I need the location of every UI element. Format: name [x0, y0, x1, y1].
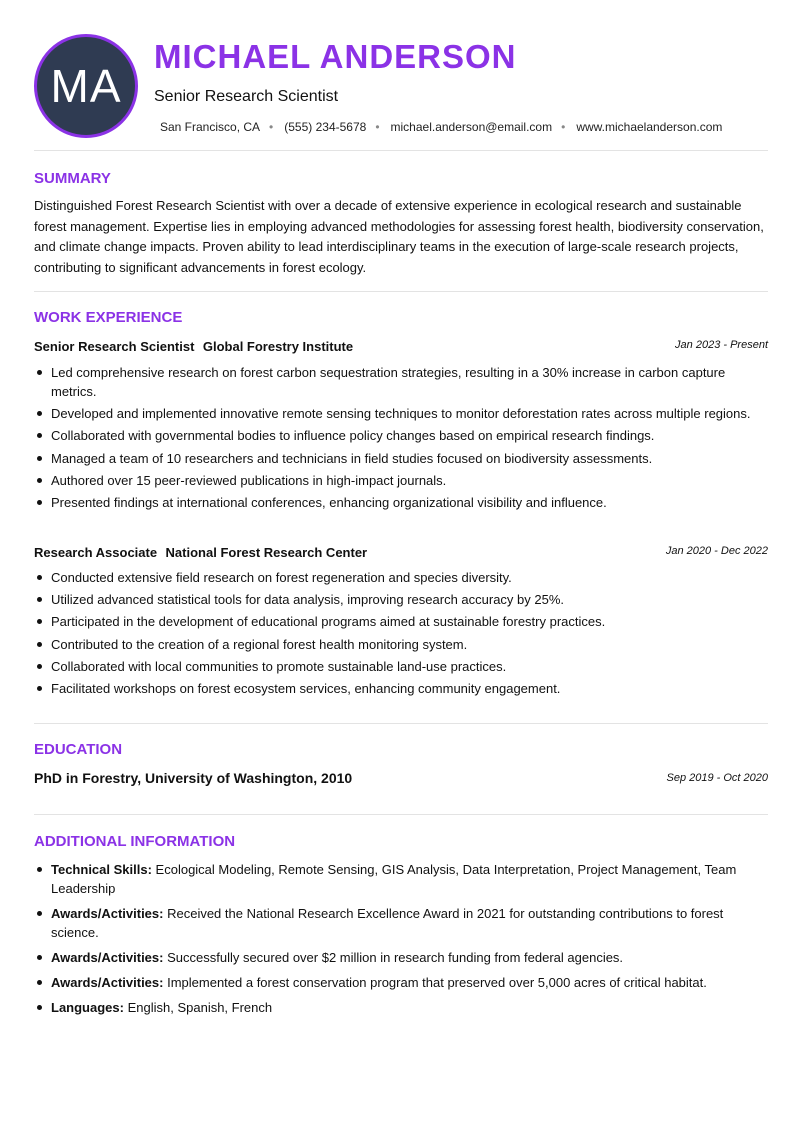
work-experience-heading: WORK EXPERIENCE — [34, 309, 183, 326]
summary-heading: SUMMARY — [34, 170, 111, 187]
education-degree: PhD in Forestry, University of Washington, 2010 — [34, 770, 353, 786]
job-header — [34, 544, 768, 562]
contact-phone: (555) 234-5678 — [284, 120, 367, 134]
separator-dot-icon: • — [375, 120, 380, 134]
list-item: Collaborated with governmental bodies to influence policy changes based on empirical research findings. — [34, 426, 768, 445]
list-item — [34, 998, 768, 1017]
item-label: Awards/Activities: — [51, 950, 164, 965]
contact-website: www.michaelanderson.com — [576, 120, 723, 134]
list-item: Conducted extensive field research on forest regeneration and species diversity. — [34, 568, 768, 587]
item-label: Technical Skills: — [51, 862, 152, 877]
candidate-name: MICHAEL ANDERSON — [154, 38, 517, 75]
summary-text: Distinguished Forest Research Scientist with over a decade of extensive experience in ecological research and sustainable forest management. Expertise lies in employing advanced methodologies for assessing forest health, biodiversity conservation, and climate change impacts. Proven ability to lead interdisciplinary teams in the execution of large-scale research projects, contributing to significant advancements in forest ecology. — [34, 198, 764, 275]
education-entry — [34, 770, 768, 790]
additional-info-list — [34, 860, 768, 1023]
divider — [34, 291, 768, 292]
candidate-title: Senior Research Scientist — [154, 88, 339, 105]
divider — [34, 814, 768, 815]
job-bullets — [34, 568, 768, 701]
separator-dot-icon: • — [561, 120, 566, 134]
list-item: Managed a team of 10 researchers and technicians in field studies focused on biodiversity assessments. — [34, 449, 768, 468]
item-text: Ecological Modeling, Remote Sensing, GIS Analysis, Data Interpretation, Project Management, Team Leadership — [51, 862, 737, 896]
job-dates: Jan 2023 - Present — [675, 339, 768, 351]
divider — [34, 150, 768, 151]
list-item: Authored over 15 peer-reviewed publications in high-impact journals. — [34, 471, 768, 490]
list-item: Led comprehensive research on forest carbon sequestration strategies, resulting in a 30% increase in carbon capture metrics. — [34, 363, 768, 401]
item-text: Implemented a forest conservation program that preserved over 5,000 acres of critical habitat. — [167, 975, 707, 990]
education-heading: EDUCATION — [34, 741, 123, 758]
list-item: Utilized advanced statistical tools for data analysis, improving research accuracy by 25%. — [34, 590, 768, 609]
avatar — [34, 34, 138, 138]
list-item: Participated in the development of educational programs aimed at sustainable forestry practices. — [34, 612, 768, 631]
list-item — [34, 973, 768, 992]
list-item: Contributed to the creation of a regional forest health monitoring system. — [34, 635, 768, 654]
job-role: Senior Research Scientist — [34, 339, 195, 354]
separator-dot-icon: • — [269, 120, 274, 134]
item-text: English, Spanish, French — [127, 1000, 273, 1015]
job-company: Global Forestry Institute — [202, 339, 354, 354]
list-item — [34, 860, 768, 898]
list-item: Presented findings at international conferences, enhancing organizational visibility and influence. — [34, 493, 768, 512]
list-item: Collaborated with local communities to promote sustainable land-use practices. — [34, 657, 768, 676]
item-label: Languages: — [51, 1000, 124, 1015]
resume-header — [34, 34, 768, 138]
job-role: Research Associate — [34, 545, 158, 560]
contact-email: michael.anderson@email.com — [390, 120, 553, 134]
item-label: Awards/Activities: — [51, 975, 164, 990]
contact-bar — [160, 120, 722, 134]
contact-location: San Francisco, CA — [160, 120, 261, 134]
additional-information-heading: ADDITIONAL INFORMATION — [34, 833, 236, 850]
divider — [34, 723, 768, 724]
item-text: Received the National Research Excellence Award in 2021 for outstanding contributions to forest science. — [51, 906, 724, 940]
item-label: Awards/Activities: — [51, 906, 164, 921]
job-bullets — [34, 363, 768, 515]
list-item: Facilitated workshops on forest ecosystem services, enhancing community engagement. — [34, 679, 768, 698]
job-header — [34, 338, 768, 356]
education-dates: Sep 2019 - Oct 2020 — [666, 772, 768, 784]
job-dates: Jan 2020 - Dec 2022 — [665, 545, 768, 557]
avatar-initials: MA — [50, 60, 122, 112]
list-item — [34, 948, 768, 967]
item-text: Successfully secured over $2 million in research funding from federal agencies. — [167, 950, 624, 965]
list-item: Developed and implemented innovative remote sensing techniques to monitor deforestation rates across multiple regions. — [34, 404, 768, 423]
list-item — [34, 904, 768, 942]
job-company: National Forest Research Center — [165, 545, 368, 560]
